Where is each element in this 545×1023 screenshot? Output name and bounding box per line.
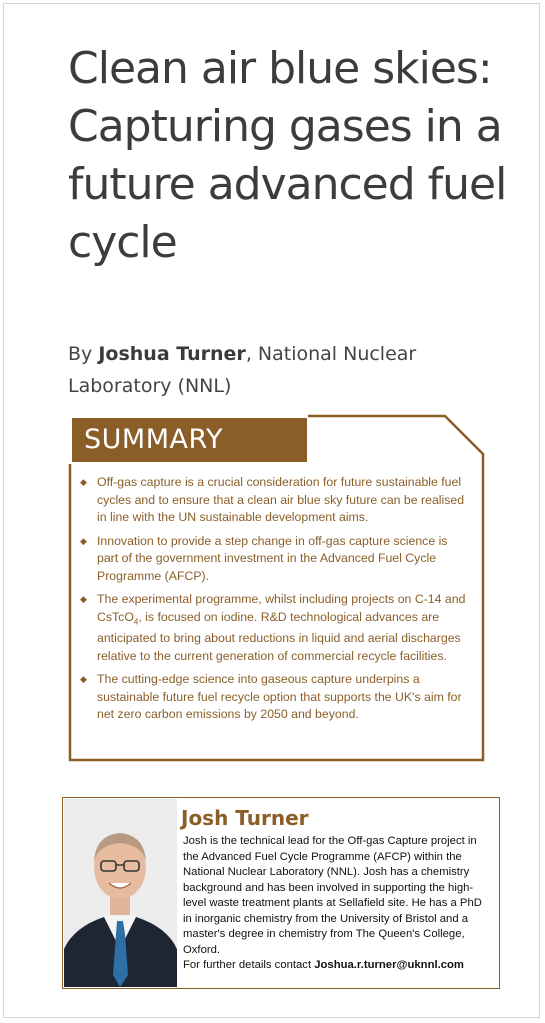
author-photo xyxy=(64,799,177,987)
summary-item: ◆ Innovation to provide a step change in off-gas capture science is part of the government investment in the Advanced Fuel Cycle Programme (AFCP). xyxy=(80,533,448,583)
summary-item: ◆ The cutting-edge science into gaseous capture underpins a sustainable future fuel recycle option that supports the UK's aim for net zero carbon emissions by 2050 and beyond. xyxy=(80,672,462,722)
bio-text: Josh is the technical lead for the Off-gas Capture project in the Advanced Fuel Cycle Programme (AFCP) within the National Nuclear Laboratory (NNL). Josh has a chemistry background and has been involved in supporting the high-level waste treatment plants at Sellafield site. He has a PhD in inorganic chemistry from the University of Bristol and a master's degree in chemistry from The Queen's College, Oxford. For further details contact Joshua.r.turner@uknnl.com xyxy=(183,835,482,971)
article-title: Clean air blue skies: Capturing gases in a future advanced fuel cycle xyxy=(68,43,507,268)
bio-name: Josh Turner xyxy=(181,806,309,830)
diamond-bullet-icon: ◆ xyxy=(80,535,87,546)
contact-prefix: For further details contact xyxy=(183,959,315,971)
author-bio-box xyxy=(62,797,500,989)
contact-email[interactable]: Joshua.r.turner@uknnl.com xyxy=(314,959,464,971)
diamond-bullet-icon: ◆ xyxy=(80,477,87,487)
summary-box xyxy=(68,414,485,762)
summary-label: SUMMARY xyxy=(72,418,307,462)
byline xyxy=(68,338,508,402)
byline-prefix: By xyxy=(68,343,99,365)
summary-item: ◆ Off-gas capture is a crucial consideration for future sustainable fuel cycles and to ensure that a clean air blue sky future can be realised in line with the UN sustainable development aims. xyxy=(80,475,465,524)
diamond-bullet-icon: ◆ xyxy=(80,594,87,604)
summary-list xyxy=(80,474,470,730)
summary-item: ◆ The experimental programme, whilst including projects on C-14 and CsTcO$_4$, is focused on iodine. R&D technological advances are anticipated to bring about reductions in liquid and aerial discharges relative to the current generation of commercial recycle facilities. xyxy=(80,592,466,663)
author-affiliation: , National Nuclear Laboratory (NNL) xyxy=(68,343,417,397)
diamond-bullet-icon: ◆ xyxy=(80,674,87,685)
author-name: Joshua Turner xyxy=(98,343,246,365)
